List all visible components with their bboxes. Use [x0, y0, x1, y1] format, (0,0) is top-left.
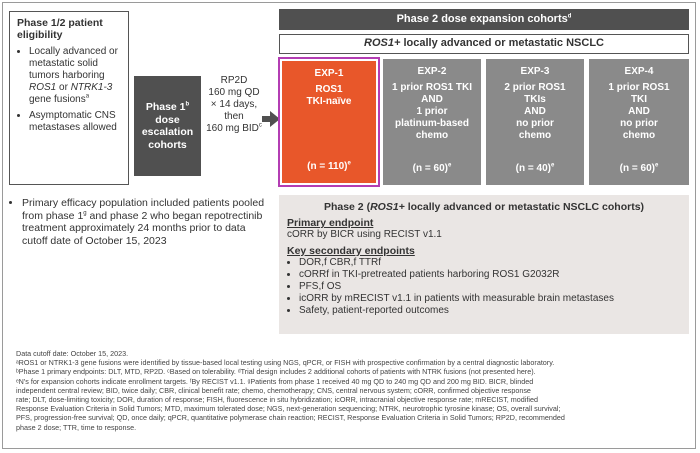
secondary-endpoints-title: Key secondary endpoints	[287, 245, 415, 257]
phase2-endpoints-box	[279, 195, 689, 334]
endpoints-heading: Phase 2 (ROS1+ locally advanced or metastatic NSCLC cohorts)	[323, 201, 645, 213]
secondary-endpoints-list	[287, 257, 681, 317]
cohort-exp3: EXP-3 2 prior ROS1 TKIs AND no prior chemo (n = 40)$^e$	[486, 59, 584, 185]
arrow-right-icon	[262, 111, 280, 127]
rp2d-dosing-text: RP2D 160 mg QD × 14 days, then 160 mg BID$^c$	[206, 75, 262, 134]
footnotes: Data cutoff date: October 15, 2023. ᵃROS1 or NTRK1-3 gene fusions were identified by tissue-based local testing using NGS, qPCR, or FISH with prospective confirmation by a central diagnostic laboratory. ᵇPhase 1 primary endpoints: DLT, MTD, RP2D. ᶜBased on tolerability. ᵈTrial design includes 2 additional cohorts of patients with NTRK fusions (not presented here). ᵉN's for expansion cohorts indicate enrollment targets. ᶠBy RECIST v1.1. ᵍPatients from phase 1 received 40 mg QD to 240 mg QD and 200 mg BID. BICR, blinded independent central review; BID, twice daily; CBR, clinical benefit rate; chemo, chemotherapy; CNS, central nervous system; cORR, confirmed objective response rate; DLT, dose-limiting toxicity; DOR, duration of response; FISH, fluorescence in situ hybridization; icORR, intracranial objective response rate; mRECIST, modified Response Evaluation Criteria in Solid Tumors; MTD, maximum tolerated dose; NGS, next-generation sequencing; NTRK, neurotrophic tyrosine kinase; OS, overall survival; PFS, progression-free survival; QD, once daily; qPCR, quantitative polymerase chain reaction; RECIST, Response Evaluation Criteria in Solid Tumors; RP2D, recommended phase 2 dose; TTR, time to response.	[16, 349, 565, 432]
efficacy-population-note: • Primary efficacy population included patients pooled from phase 1$^g$ and phase 2 who began repotrectinib treatment approximately 24 months prior to data cutoff date of October 15, 2023	[9, 197, 271, 247]
secondary-endpoint: • DOR,f CBR,f TTRf	[299, 257, 681, 269]
cohort-exp4: EXP-4 1 prior ROS1 TKI AND no prior chemo (n = 60)$^e$	[589, 59, 689, 185]
phase2-expansion-header: Phase 2 dose expansion cohorts$^d$	[279, 9, 689, 30]
eligibility-title: Phase 1/2 patient eligibility	[17, 17, 103, 41]
cohort-exp1: EXP-1 ROS1 TKI-naïve (n = 110)$^e$	[280, 59, 378, 185]
secondary-endpoint: • Safety, patient-reported outcomes	[299, 305, 681, 317]
eligibility-box	[9, 11, 129, 185]
phase2-population-label: ROS1+ locally advanced or metastatic NSCLC	[279, 34, 689, 54]
phase1-escalation-box: Phase 1$^b$ dose escalation cohorts	[134, 76, 201, 176]
primary-endpoint-title: Primary endpoint	[287, 217, 374, 229]
secondary-endpoint: • icORR by mRECIST v1.1 in patients with measurable brain metastases	[299, 293, 681, 305]
primary-endpoint-text: cORR by BICR using RECIST v1.1	[287, 229, 442, 240]
eligibility-item-fusions: • Locally advanced or metastatic solid tumors harboring ROS1 or NTRK1-3 gene fusions$^a$	[29, 46, 121, 106]
eligibility-item-cns: • Asymptomatic CNS metastases allowed	[29, 110, 121, 134]
cohort-exp2: EXP-2 1 prior ROS1 TKI AND 1 prior platinum-based chemo (n = 60)$^e$	[383, 59, 481, 185]
secondary-endpoint: • cORRf in TKI-pretreated patients harboring ROS1 G2032R	[299, 269, 681, 281]
secondary-endpoint: • PFS,f OS	[299, 281, 681, 293]
eligibility-list	[17, 46, 121, 134]
